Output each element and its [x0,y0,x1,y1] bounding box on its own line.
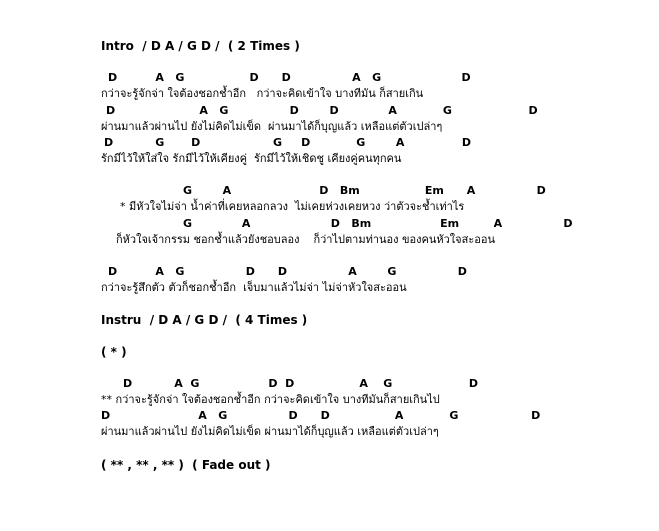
intro-line: Intro / D A / G D / ( 2 Times ) [101,39,300,53]
verse1-chords-3: D G D G D G A D [104,136,472,149]
verse1-lyrics-1: กว่าจะรู้จักจ่า ใจต้องชอกช้ำอีก กว่าจะคิดเข้าใจ บางทีมัน ก็สายเกิน [101,87,424,100]
chorus-chords-2: G A D Bm Em A D [183,217,573,230]
verse1-chords-1: D A G D D A G D [108,71,471,84]
chorus-lyrics-2: ก็หัวใจเจ้ากรรม ชอกช้ำแล้วยังชอบลอง ก็ว่าไปตามท่านอง ของคนหัวใจสะออน [116,233,495,246]
verse3-lyrics-1: ** กว่าจะรู้จักจ่า ใจต้องชอกช้ำอีก กว่าจะคิดเข้าใจ บางทีมันก็สายเกินไป [101,393,440,406]
verse1-lyrics-3: รักมีไว้ให้ใส่ใจ รักมีไว้ให้เคียงคู่ รักมีไว้ให้เชิดชู เคียงคู่คนทุกคน [101,152,402,165]
chorus-lyrics-1: * มีหัวใจไม่จ่า น้ำค่าที่เคยหลอกลวง ไม่เคยห่วงเคยหวง ว่าตัวจะช้ำเท่าไร [120,200,465,213]
verse1-chords-2: D A G D D A G D [106,104,538,117]
verse2-chords-1: D A G D D A G D [108,265,467,278]
repeat-chorus-mark: ( * ) [101,345,127,359]
instru-line: Instru / D A / G D / ( 4 Times ) [101,313,308,327]
verse3-lyrics-2: ผ่านมาแล้วผ่านไป ยังไม่คิดไม่เข็ด ผ่านมาได้ก็บุญแล้ว เหลือแต่ตัวเปล่าๆ [101,425,439,438]
verse3-chords-1: D A G D D A G D [123,377,478,390]
outro-line: ( ** , ** , ** ) ( Fade out ) [101,458,271,472]
verse1-lyrics-2: ผ่านมาแล้วผ่านไป ยังไม่คิดไม่เข็ด ผ่านมาได้ก็บุญแล้ว เหลือแต่ตัวเปล่าๆ [101,120,443,133]
chorus-chords-1: G A D Bm Em A D [183,184,546,197]
verse3-chords-2: D A G D D A G D [101,409,541,422]
verse2-lyrics-1: กว่าจะรู้สึกตัว ตัวก็ชอกช้ำอีก เจ็บมาแล้วไม่จ่า ไม่จ่าหัวใจสะออน [101,281,407,294]
